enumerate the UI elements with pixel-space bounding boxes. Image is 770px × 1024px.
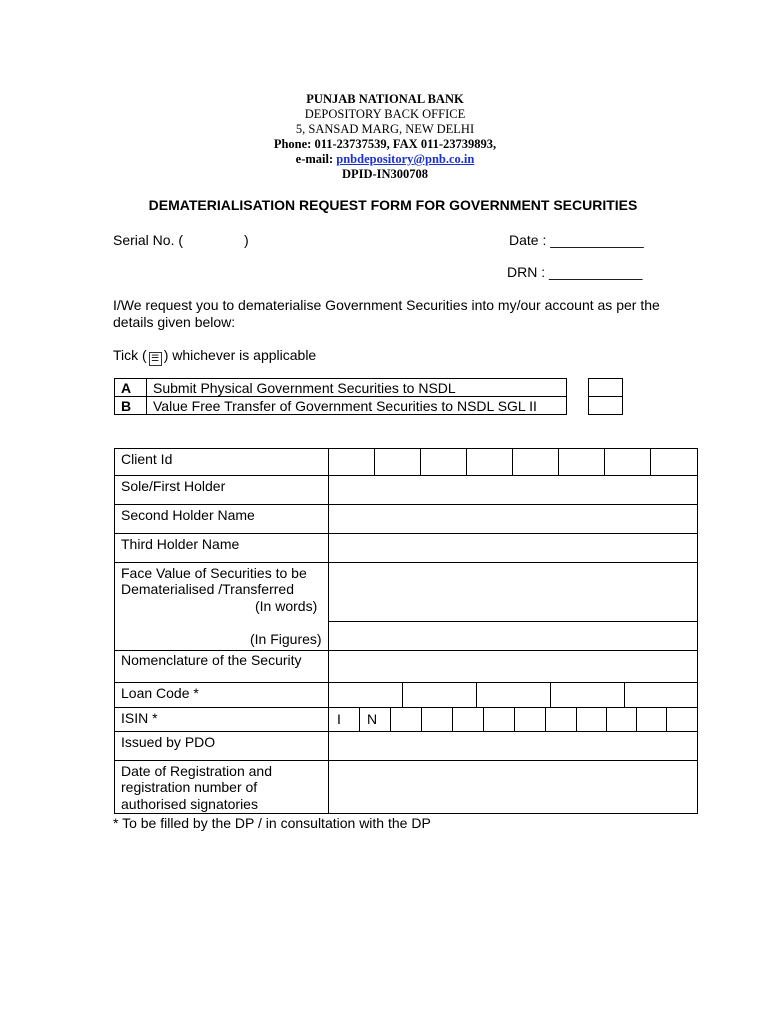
registration-input[interactable] [329,761,697,813]
isin-input[interactable] [390,708,697,730]
serial-close: ) [244,232,249,248]
isin-prefix-i: I [337,711,341,727]
client-id-input[interactable] [329,449,697,474]
option-a-checkbox[interactable] [588,378,623,397]
checkbox-icon: ☰ [149,352,162,366]
bank-name: PUNJAB NATIONAL BANK [306,92,464,106]
option-b-key: B [121,398,132,414]
form-title: DEMATERIALISATION REQUEST FORM FOR GOVERNMENT SECURITIES [148,197,638,213]
second-holder-input[interactable] [329,505,697,532]
second-holder-label: Second Holder Name [121,507,255,523]
face-value-figures-input[interactable] [329,622,697,649]
tick-instruction [113,347,316,366]
first-holder-label: Sole/First Holder [121,478,226,494]
in-figures-label: (In Figures) [250,631,322,647]
office-name: DEPOSITORY BACK OFFICE [304,107,466,121]
face-value-label-2: Dematerialised /Transferred [121,581,294,597]
face-value-words-input[interactable] [329,563,697,620]
option-b-checkbox[interactable] [588,396,623,415]
drn-field[interactable]: DRN : ____________ [507,264,643,280]
tick-prefix: Tick ( [113,347,147,363]
registration-label-1: Date of Registration and [121,763,272,779]
tick-suffix: ) whichever is applicable [163,347,317,363]
third-holder-input[interactable] [329,534,697,561]
bank-address: 5, SANSAD MARG, NEW DELHI [295,122,475,136]
nomenclature-label: Nomenclature of the Security [121,652,302,668]
first-holder-input[interactable] [329,476,697,503]
email-label: e-mail: [295,152,334,166]
issued-by-input[interactable] [329,732,697,759]
client-id-label: Client Id [121,451,173,467]
issued-by-label: Issued by PDO [121,734,216,750]
option-b-text: Value Free Transfer of Government Securities to NSDL SGL II [153,398,537,414]
loan-code-label: Loan Code * [121,685,199,701]
email-line [0,152,770,167]
isin-label: ISIN * [121,710,158,726]
registration-label-3: authorised signatories [121,796,258,812]
option-a-text: Submit Physical Government Securities to NSDL [153,380,456,396]
intro-text: I/We request you to dematerialise Government Securities into my/our account as per the details given below: [113,297,660,330]
registration-label-2: registration number of [121,779,258,795]
nomenclature-input[interactable] [329,651,697,681]
isin-prefix-n: N [367,711,378,727]
third-holder-label: Third Holder Name [121,536,240,552]
footnote: * To be filled by the DP / in consultation with the DP [113,815,431,831]
dpid: DPID-IN300708 [341,167,429,181]
option-a-key: A [121,380,132,396]
bank-phone: Phone: 011-23737539, FAX 011-23739893, [273,137,497,151]
serial-label: Serial No. ( [113,232,184,248]
email-link[interactable]: pnbdepository@pnb.co.in [336,152,475,166]
in-words-label: (In words) [255,598,318,614]
loan-code-input[interactable] [329,683,697,706]
face-value-label-1: Face Value of Securities to be [121,565,307,581]
date-field[interactable]: Date : ____________ [509,232,644,248]
